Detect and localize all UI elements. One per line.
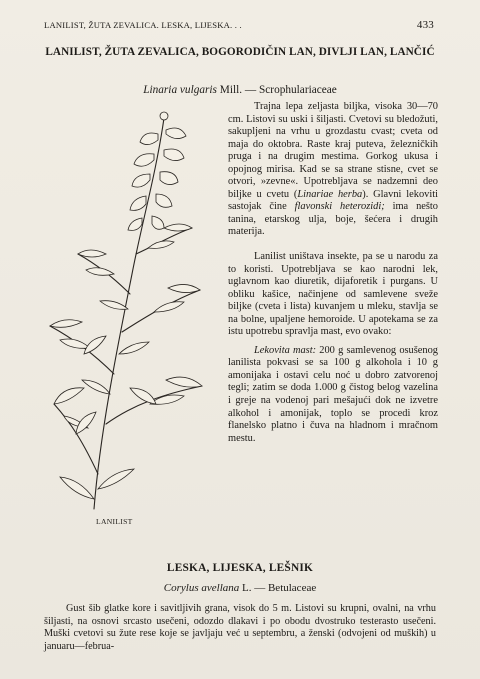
leska-section-title: LESKA, LIJESKA, LEŠNIK bbox=[166, 562, 314, 574]
figure-caption: LANILIST bbox=[96, 517, 133, 526]
running-header bbox=[44, 19, 434, 31]
main-stem bbox=[94, 118, 164, 509]
lanilist-paragraph-2: Lanilist uništava insekte, pa se u narodu za to koristi. Upotrebljava se kao narodni lek, uglavnom kao diuretik, dijaforetik i purgans. U obliku kašice, načinjene od samlevene sveže biljke (cveta i lista) kuvanjem u mleku, stavlja se na bolne, upaljene hemoroide. U apotekama se za istu upotrebu spravlja mast, evo ovako: bbox=[228, 251, 438, 338]
lanilist-recipe-paragraph: Lekovita mast: 200 g samlevenog osušenog lanilista pokvasi se sa 100 g alkohola i 10 g amonijaka i ostavi celu noć u dobro zatvorenoj tegli; zatim se doda 1.000 g čistog belog vazelina i greje na vodenoj pari mešajući dok ne izvetre alkohol i amonijak, toplo se procedi kroz flanelsko platno i čuva na hladnom i mračnom mestu. bbox=[228, 344, 438, 444]
recipe-label: Lekovita mast: bbox=[254, 344, 317, 356]
running-title: LANILIST, ŽUTA ZEVALICA. LESKA, LIJESKA. . . bbox=[44, 20, 242, 30]
lanilist-plant-illustration bbox=[24, 104, 219, 514]
leska-latin-line bbox=[40, 582, 440, 594]
lanilist-latin-name: Linaria vulgaris bbox=[143, 84, 217, 96]
leska-description: Gust šib glatke kore i savitljivih grana, visok do 5 m. Listovi su krupni, ovalni, na vrhu šiljasti, na osnovi srcasto usečeni, odozdo dlakavi i po obodu dvostruko testerasto usečeni. Muški cvetovi su žute rese koje se javljaju već u septembru, a ženski (odvojeni od muških) u januaru—februa- bbox=[44, 603, 436, 652]
lanilist-section-title: LANILIST, ŽUTA ZEVALICA, BOGORODIČIN LAN, DIVLJI LAN, LANČIĆ bbox=[45, 46, 435, 58]
leska-latin-name: Corylus avellana bbox=[163, 582, 240, 594]
page-number: 433 bbox=[416, 19, 434, 31]
lanilist-description-column bbox=[228, 101, 438, 445]
lanilist-paragraph-1: Trajna lepa zeljasta biljka, visoka 30—70 cm. Listovi su uski i šiljasti. Cvetovi su bledožuti, sakupljeni na vrhu u grozdastu cvast; cveta od maja do oktobra. Raste kraj puteva, železničkih pruga i na drugim mestima. Gorkog ukusa i opojnog mirisa. Kad se sa strane stisne, cvet se otvori, »zevne«. Upotrebljava se nadzemni deo biljke u cvetu (Linariae herba). Glavni lekoviti sastojak čine flavonski heterozidi; ima nešto tanina, etarskog ulja, boje, šećera i drugih materija. bbox=[228, 101, 438, 238]
lanilist-latin-author: Mill. — Scrophulariaceae bbox=[216, 84, 337, 96]
lanilist-latin-line bbox=[40, 84, 440, 96]
leska-latin-author: L. — Betulaceae bbox=[239, 582, 317, 594]
